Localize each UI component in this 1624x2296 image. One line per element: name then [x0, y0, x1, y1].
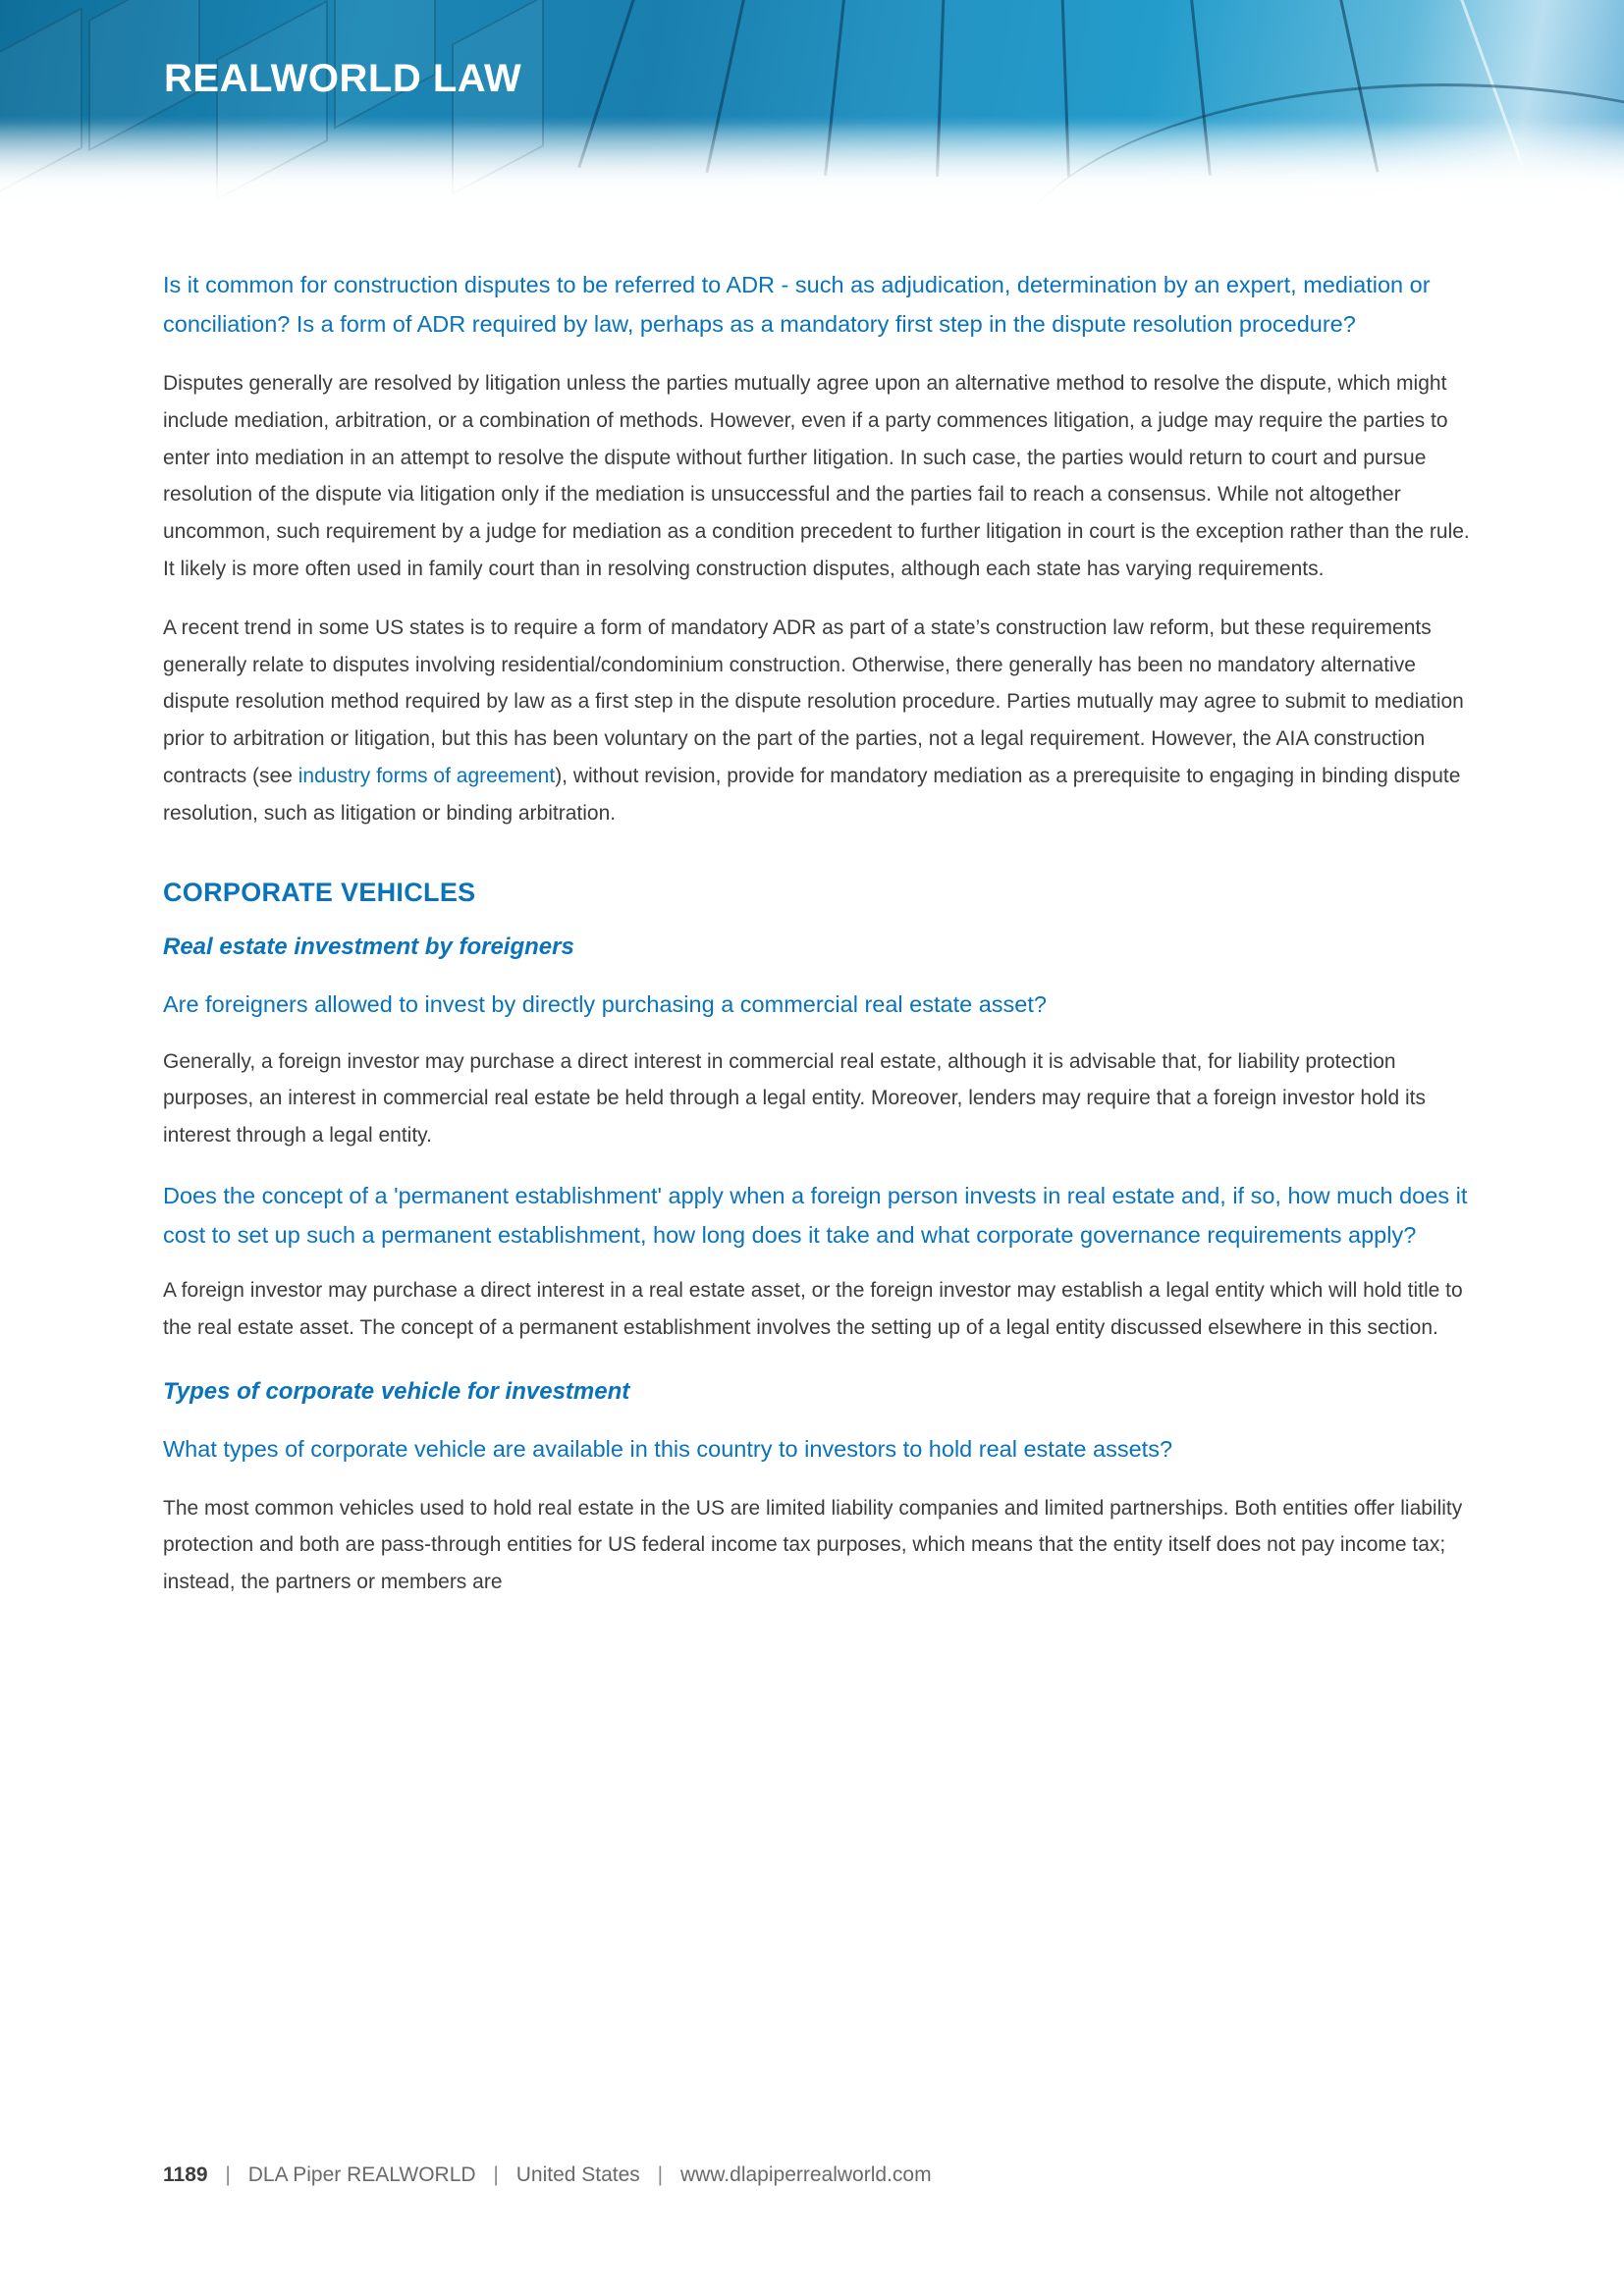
permanent-establishment-answer: A foreign investor may purchase a direct interest in a real estate asset, or the foreign investor may establish a legal entity which will hold title to the real estate asset. The concept of a permanent establishment involves the setting up of a legal entity discussed elsewhere in this section.	[163, 1278, 1463, 1339]
banner-fade	[0, 123, 1624, 211]
foreign-purchase-answer: Generally, a foreign investor may purchase a direct interest in commercial real estate, although it is advisable that, for liability protection purposes, an interest in commercial real estate be held through a legal entity. Moreover, lenders may require that a foreign investor hold its interest through a legal entity.	[163, 1049, 1426, 1148]
footer-separator: |	[657, 2163, 664, 2186]
adr-paragraph-2	[163, 610, 1479, 832]
corporate-vehicles-heading: CORPORATE VEHICLES	[163, 877, 476, 907]
footer-publisher: DLA Piper REALWORLD	[247, 2163, 476, 2186]
footer-country: United States	[515, 2163, 640, 2186]
page-header-title: REALWORLD LAW	[164, 57, 522, 100]
corporate-vehicle-types-answer: The most common vehicles used to hold real estate in the US are limited liability companies and limited partnerships. Both entities offer liability protection and both are pass-through entities for US federal income tax purposes, which means that the entity itself does not pay income tax; instead, the partners or members are	[163, 1496, 1463, 1594]
footer-website-link[interactable]: www.dlapiperrealworld.com	[679, 2163, 932, 2186]
corporate-vehicle-types-question: What types of corporate vehicle are available in this country to investors to hold real estate assets?	[163, 1435, 1173, 1462]
header-banner	[0, 0, 1624, 211]
foreign-investment-subheading: Real estate investment by foreigners	[163, 933, 574, 960]
footer-separator: |	[493, 2163, 499, 2186]
footer-separator: |	[225, 2163, 231, 2186]
permanent-establishment-question: Does the concept of a 'permanent establishment' apply when a foreign person invests in real estate and, if so, how much does it cost to set up such a permanent establishment, how long does it take and what corporate governance requirements apply?	[163, 1182, 1468, 1248]
adr-question: Is it common for construction disputes to be referred to ADR - such as adjudication, determination by an expert, mediation or conciliation? Is a form of ADR required by law, perhaps as a mandatory first step in the dispute resolution procedure?	[163, 272, 1431, 337]
corporate-vehicle-types-subheading: Types of corporate vehicle for investment	[163, 1377, 630, 1405]
page-number: 1189	[163, 2163, 208, 2186]
foreign-purchase-question: Are foreigners allowed to invest by directly purchasing a commercial real estate asset?	[163, 990, 1047, 1017]
page-footer	[163, 2163, 932, 2187]
adr-paragraph-2-text-a: A recent trend in some US states is to require a form of mandatory ADR as part of a state’s construction law reform, but these requirements generally relate to disputes involving residential/condominium construction. Otherwise, there generally has been no mandatory alternative dispute resolution method required by law as a first step in the dispute resolution procedure. Parties mutually may agree to submit to mediation prior to arbitration or litigation, but this has been voluntary on the part of the parties, not a legal requirement. However, the AIA construction contracts (see	[163, 615, 1464, 787]
document-body	[163, 265, 1479, 1601]
adr-paragraph-1: Disputes generally are resolved by litigation unless the parties mutually agree upon an alternative method to resolve the dispute, which might include mediation, arbitration, or a combination of methods. However, even if a party commences litigation, a judge may require the parties to enter into mediation in an attempt to resolve the dispute without further litigation. In such case, the parties would return to court and pursue resolution of the dispute via litigation only if the mediation is unsuccessful and the parties fail to reach a consensus. While not altogether uncommon, such requirement by a judge for mediation as a condition precedent to further litigation in court is the exception rather than the rule. It likely is more often used in family court than in resolving construction disputes, although each state has varying requirements.	[163, 372, 1470, 580]
industry-forms-link[interactable]: industry forms of agreement	[298, 764, 556, 787]
adr-paragraph-2-text-b: ), without revision, provide for mandatory mediation as a prerequisite to engaging in binding dispute resolution, such as litigation or binding arbitration.	[163, 764, 1461, 825]
